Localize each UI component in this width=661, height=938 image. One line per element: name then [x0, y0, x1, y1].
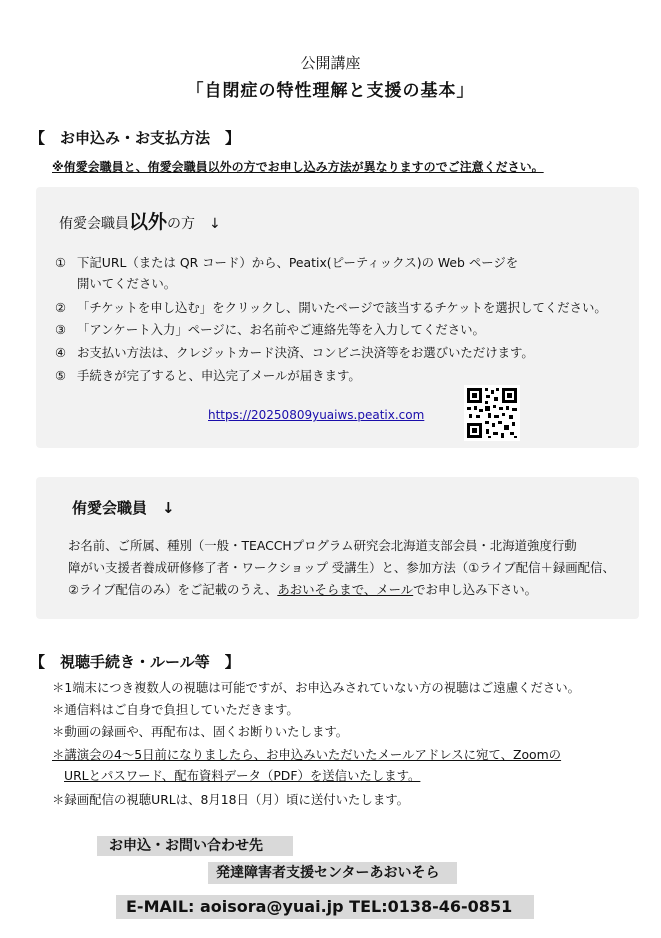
step-text: 開いてください。 — [77, 276, 177, 291]
step-item — [55, 298, 607, 318]
staff-text-part: でお申し込み下さい。 — [413, 582, 538, 597]
step-item — [55, 253, 518, 273]
heading-emphasis: 以外 — [129, 211, 168, 233]
staff-text-part: ②ライブ配信のみ）をご記載のうえ、 — [68, 582, 278, 597]
staff-text-line: 障がい支援者養成研修修了者・ワークショップ 受講生）と、参加方法（①ライブ配信＋録画配信、 — [68, 560, 615, 575]
step-item — [55, 320, 485, 340]
staff-text-line — [68, 579, 537, 601]
contact-label: お申込・お問い合わせ先 — [97, 836, 293, 856]
qr-code-icon[interactable] — [464, 385, 520, 441]
rule-item: ＊録画配信の視聴URLは、8月18日（月）頃に送付いたします。 — [52, 792, 410, 807]
external-applicant-heading — [59, 207, 221, 234]
heading-suffix: の方 ↓ — [167, 216, 221, 232]
application-notice: ※侑愛会職員と、侑愛会職員以外の方でお申し込み方法が異なりますのでご注意ください。 — [52, 160, 544, 174]
staff-heading: 侑愛会職員 ↓ — [72, 499, 175, 517]
rule-item: ＊通信料はご自身で負担していただきます。 — [52, 702, 299, 717]
step-text: 下記URL（または QR コード）から、Peatix(ピーティックス)の Web ページを — [77, 255, 519, 270]
rule-item: ＊1端末につき複数人の視聴は可能ですが、お申込みされていない方の視聴はご遠慮ください。 — [52, 680, 581, 695]
step-number: ⑤ — [55, 368, 67, 383]
staff-email-instruction: あおいそらまで、メール — [277, 582, 414, 597]
rule-item-continuation: URLとパスワード、配布資料データ（PDF）を送信いたします。 — [64, 768, 421, 783]
step-number: ① — [55, 255, 67, 270]
rule-item: ＊講演会の4～5日前になりましたら、お申込みいただいたメールアドレスに宛て、Zoomの — [52, 747, 562, 762]
step-text: 「チケットを申し込む」をクリックし、開いたページで該当するチケットを選択してください。 — [77, 300, 607, 315]
step-number: ④ — [55, 345, 67, 360]
contact-email-tel: E-MAIL: aoisora@yuai.jp TEL:0138-46-0851 — [116, 895, 534, 919]
staff-text-line: お名前、ご所属、種別（一般・TEACCHプログラム研究会北海道支部会員・北海道強度行動 — [68, 538, 577, 553]
rule-item: ＊動画の録画や、再配布は、固くお断りいたします。 — [52, 724, 349, 739]
step-item — [55, 366, 361, 386]
step-item — [55, 274, 176, 294]
step-text: お支払い方法は、クレジットカード決済、コンビニ決済等をお選びいただけます。 — [77, 345, 534, 360]
step-item — [55, 343, 534, 363]
page-subtitle: 公開講座 — [300, 54, 361, 72]
contact-organization: 発達障害者支援センターあおいそら — [208, 862, 457, 884]
step-text: 「アンケート入力」ページに、お名前やご連絡先等を入力してください。 — [77, 322, 485, 337]
application-heading: 【 お申込み・お支払方法 】 — [30, 129, 241, 147]
step-text: 手続きが完了すると、申込完了メールが届きます。 — [77, 368, 361, 383]
heading-prefix: 侑愛会職員 — [59, 216, 129, 232]
step-number: ② — [55, 300, 67, 315]
peatix-link[interactable]: https://20250809yuaiws.peatix.com — [208, 408, 425, 422]
rules-heading: 【 視聴手続き・ルール等 】 — [30, 653, 240, 671]
step-number: ③ — [55, 322, 67, 337]
page-title: 「自閉症の特性理解と支援の基本」 — [186, 81, 475, 101]
